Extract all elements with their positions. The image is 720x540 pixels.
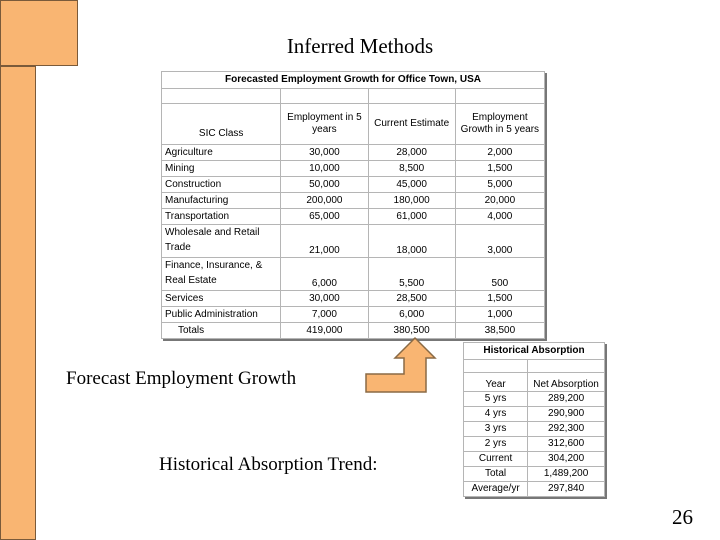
header-sic-class: SIC Class	[162, 104, 281, 145]
table-row	[162, 258, 545, 291]
cell-employment-5yrs: 200,000	[281, 193, 368, 209]
cell-employment-5yrs: 30,000	[281, 291, 368, 307]
cell-growth: 38,500	[455, 323, 544, 339]
employment-growth-table	[161, 71, 545, 339]
table-row	[464, 452, 605, 467]
blank-row	[162, 89, 545, 104]
table-row	[162, 225, 545, 258]
cell-net-absorption: 290,900	[528, 407, 605, 422]
table-row	[464, 392, 605, 407]
row-label: Manufacturing	[162, 193, 281, 209]
cell-growth: 500	[455, 258, 544, 291]
table-row	[464, 407, 605, 422]
row-label: Mining	[162, 161, 281, 177]
row-label: Finance, Insurance, & Real Estate	[162, 258, 281, 291]
cell-net-absorption: 312,600	[528, 437, 605, 452]
row-label: Agriculture	[162, 145, 281, 161]
cell-current-estimate: 380,500	[368, 323, 455, 339]
cell-employment-5yrs: 6,000	[281, 258, 368, 291]
absorption-table-caption: Historical Absorption	[464, 343, 605, 360]
row-label: Construction	[162, 177, 281, 193]
cell-current-estimate: 28,000	[368, 145, 455, 161]
cell-growth: 20,000	[455, 193, 544, 209]
cell-growth: 1,500	[455, 161, 544, 177]
decorative-side-bar	[0, 66, 36, 540]
row-label: Services	[162, 291, 281, 307]
header-year: Year	[464, 373, 528, 392]
cell-current-estimate: 8,500	[368, 161, 455, 177]
cell-employment-5yrs: 30,000	[281, 145, 368, 161]
cell-growth: 1,500	[455, 291, 544, 307]
cell-current-estimate: 180,000	[368, 193, 455, 209]
cell-growth: 2,000	[455, 145, 544, 161]
employment-table-caption: Forecasted Employment Growth for Office Town, USA	[162, 72, 545, 89]
table-row	[464, 437, 605, 452]
cell-net-absorption: 292,300	[528, 422, 605, 437]
cell-year: 5 yrs	[464, 392, 528, 407]
cell-current-estimate: 28,500	[368, 291, 455, 307]
cell-growth: 5,000	[455, 177, 544, 193]
cell-growth: 3,000	[455, 225, 544, 258]
header-current-estimate: Current Estimate	[368, 104, 455, 145]
cell-growth: 1,000	[455, 307, 544, 323]
table-row	[162, 145, 545, 161]
cell-year: Average/yr	[464, 482, 528, 497]
row-label: Public Administration	[162, 307, 281, 323]
page-number: 26	[672, 505, 693, 529]
table-row	[162, 193, 545, 209]
blank-row	[464, 360, 605, 373]
cell-employment-5yrs: 10,000	[281, 161, 368, 177]
header-growth-5yrs: Employment Growth in 5 years	[455, 104, 544, 145]
cell-employment-5yrs: 50,000	[281, 177, 368, 193]
cell-current-estimate: 18,000	[368, 225, 455, 258]
historical-absorption-table	[463, 342, 605, 497]
totals-row	[162, 323, 545, 339]
cell-current-estimate: 61,000	[368, 209, 455, 225]
employment-table-header	[162, 104, 545, 145]
table-row	[464, 482, 605, 497]
row-label: Totals	[162, 323, 281, 339]
table-row	[162, 209, 545, 225]
cell-net-absorption: 297,840	[528, 482, 605, 497]
cell-year: 4 yrs	[464, 407, 528, 422]
bent-up-arrow-icon	[362, 334, 437, 394]
table-row	[464, 422, 605, 437]
table-row	[162, 177, 545, 193]
absorption-table-header	[464, 373, 605, 392]
cell-employment-5yrs: 21,000	[281, 225, 368, 258]
forecast-employment-growth-label: Forecast Employment Growth	[66, 368, 297, 389]
header-net-absorption: Net Absorption	[528, 373, 605, 392]
cell-employment-5yrs: 419,000	[281, 323, 368, 339]
decorative-corner-block	[0, 0, 78, 66]
cell-current-estimate: 45,000	[368, 177, 455, 193]
cell-current-estimate: 5,500	[368, 258, 455, 291]
cell-year: 2 yrs	[464, 437, 528, 452]
row-label: Wholesale and Retail Trade	[162, 225, 281, 258]
historical-absorption-trend-label: Historical Absorption Trend:	[159, 454, 378, 475]
cell-current-estimate: 6,000	[368, 307, 455, 323]
header-employment-5yrs: Employment in 5 years	[281, 104, 368, 145]
table-row	[162, 291, 545, 307]
row-label: Transportation	[162, 209, 281, 225]
cell-net-absorption: 1,489,200	[528, 467, 605, 482]
cell-year: 3 yrs	[464, 422, 528, 437]
table-row	[464, 467, 605, 482]
cell-growth: 4,000	[455, 209, 544, 225]
cell-net-absorption: 289,200	[528, 392, 605, 407]
cell-employment-5yrs: 7,000	[281, 307, 368, 323]
cell-employment-5yrs: 65,000	[281, 209, 368, 225]
cell-year: Current	[464, 452, 528, 467]
cell-year: Total	[464, 467, 528, 482]
table-row	[162, 161, 545, 177]
slide-title: Inferred Methods	[286, 34, 434, 58]
cell-net-absorption: 304,200	[528, 452, 605, 467]
table-row	[162, 307, 545, 323]
